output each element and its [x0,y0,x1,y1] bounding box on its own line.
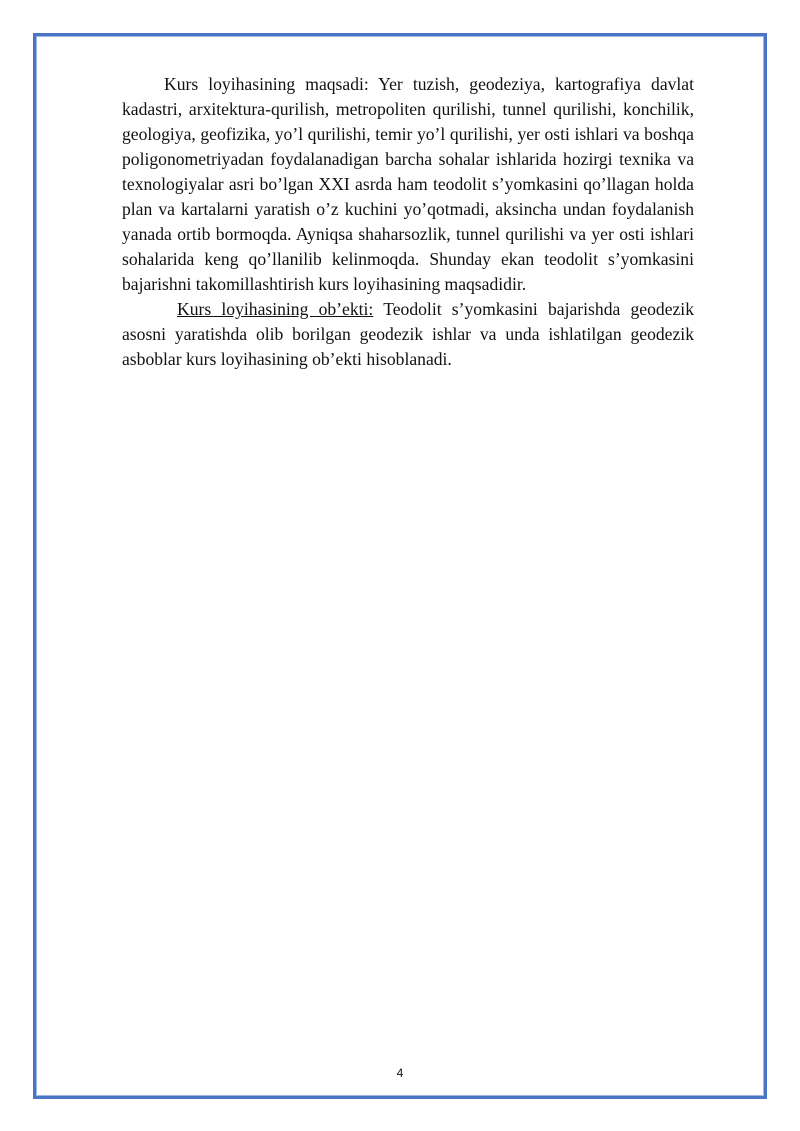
object-text: Teodolit s’yomkasini bajarishda geodezik asosni yaratishda olib borilgan geodezik ishlar va unda ishlatilgan geodezik asboblar kurs loyihasining ob’ekti hisoblanadi. [122,299,694,369]
purpose-heading: Kurs loyihasining maqsadi: [164,74,369,94]
page-number: 4 [396,1066,404,1080]
paragraph-purpose [122,72,694,297]
paragraph-object [122,297,694,372]
purpose-text: Yer tuzish, geodeziya, kartografiya davlat kadastri, arxitektura-qurilish, metropoliten qurilishi, tunnel qurilishi, konchilik, geologiya, geofizika, yo’l qurilishi, temir yo’l qurilishi, yer osti ishlari va boshqa poligonometriyadan foydalanadigan barcha sohalar ishlarida hozirgi texnika va texnologiyalar asri bo’lgan XXI asrda ham teodolit s’yomkasini qo’llagan holda plan va kartalarni yaratish o’z kuchini yo’qotmadi, aksincha undan foydalanish yanada ortib bormoqda. Ayniqsa shaharsozlik, tunnel qurilishi va yer osti ishlari sohalarida keng qo’llanilib kelinmoqda. Shunday ekan teodolit s’yomkasini bajarishni takomillashtirish kurs loyihasining maqsadidir. [122,74,695,294]
object-heading: Kurs loyihasining ob’ekti: [177,299,374,319]
document-body [122,72,694,372]
